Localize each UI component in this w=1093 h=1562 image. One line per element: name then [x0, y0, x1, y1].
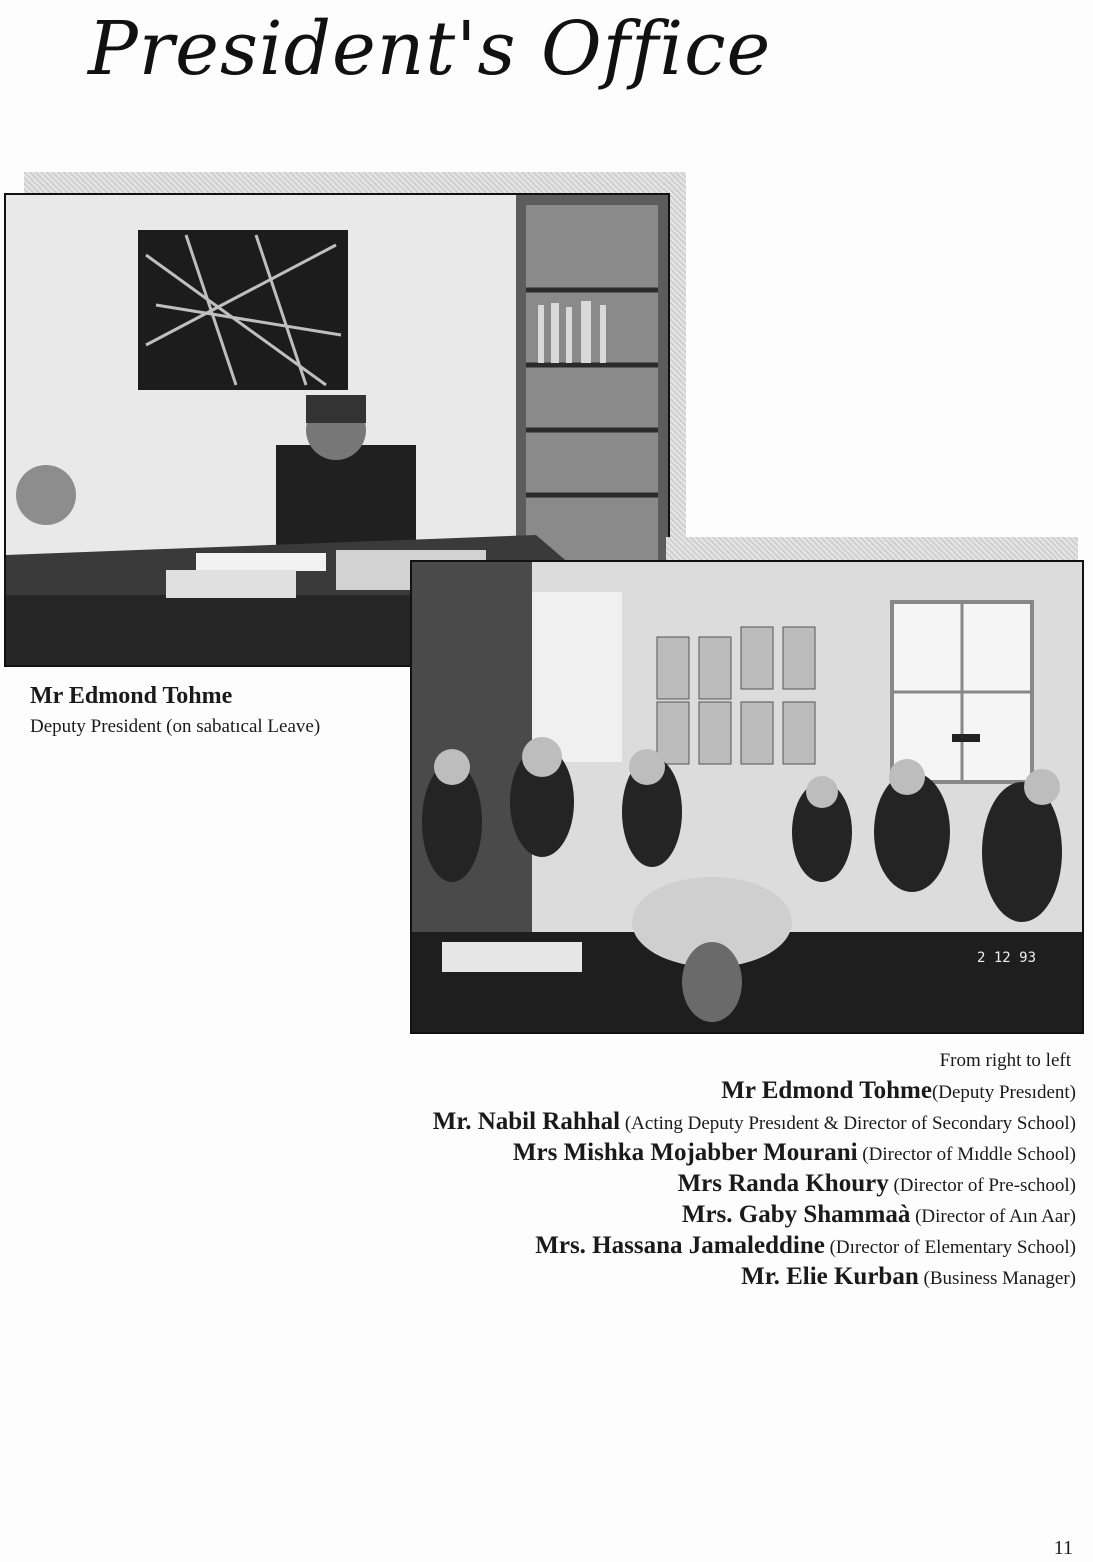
- person-name: Mrs. Hassana Jamaleddine: [535, 1232, 825, 1259]
- person-name: Mrs Mishka Mojabber Mourani: [512, 1139, 858, 1166]
- list-item: [433, 1262, 1076, 1293]
- person-name: Mr. Elie Kurban: [741, 1263, 919, 1290]
- meeting-photo: [410, 560, 1084, 1034]
- list-item: [433, 1107, 1076, 1138]
- person-name: Mr Edmond Tohme: [721, 1077, 932, 1104]
- list-item: [433, 1169, 1076, 1200]
- list-item: [433, 1138, 1076, 1169]
- list-item: [433, 1231, 1076, 1262]
- person-role: (Dırector of Elementary School): [829, 1237, 1076, 1258]
- caption-name: Mr Edmond Tohme: [30, 683, 233, 709]
- person-role: (Business Manager): [923, 1268, 1076, 1289]
- roster-intro: From right to left: [939, 1050, 1071, 1071]
- date-stamp: 2 12 93: [977, 950, 1037, 966]
- person-name: Mrs. Gaby Shammaà: [681, 1201, 911, 1228]
- list-item: [433, 1076, 1076, 1107]
- list-item: [433, 1200, 1076, 1231]
- person-role: (Director of Aın Aar): [915, 1206, 1076, 1227]
- caption-role: Deputy President (on sabatıcal Leave): [30, 716, 321, 737]
- page-number: 11: [1053, 1537, 1073, 1559]
- person-name: Mrs Randa Khoury: [677, 1170, 889, 1197]
- person-role: (Acting Deputy Presıdent & Director of Secondary School): [624, 1113, 1076, 1134]
- person-name: Mr. Nabil Rahhal: [432, 1108, 621, 1135]
- page-title: President's Office: [88, 6, 772, 92]
- roster: [433, 1050, 1076, 1293]
- person-role: (Director of Pre-school): [893, 1175, 1076, 1196]
- person-role: (Director of Mıddle School): [862, 1144, 1076, 1165]
- person-role: (Deputy Presıdent): [931, 1082, 1076, 1103]
